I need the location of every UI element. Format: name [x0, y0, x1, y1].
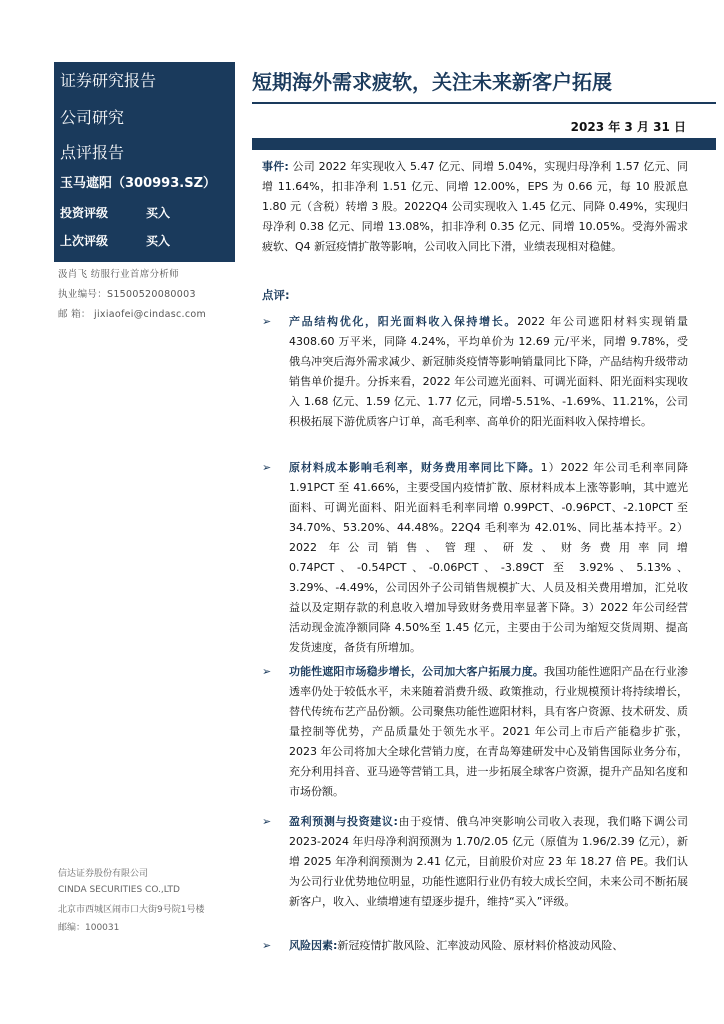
company-rating-panel: [54, 170, 235, 262]
subcategory-label: 点评报告: [54, 136, 235, 170]
bullet-heading: 功能性遮阳市场稳步增长，公司加大客户拓展力度。: [289, 665, 544, 678]
event-text: 公司 2022 年实现收入 5.47 亿元、同增 5.04%，实现归母净利 1.57 亿元、同增 11.64%，扣非净利 1.51 亿元、同增 12.00%，EPS 为 0.66 元，每 10 股派息 1.80 元（含税）转增 3 股。2022Q4 公司实现收入 1.45 亿元、同降 0.49%，实现归母净利 0.38 亿元、同增 13.08%，扣非净利 0.35 亿元、同增 10.05%。受海外需求疲软、Q4 新冠疫情扩散等影响，公司收入同比下滑，业绩表现相对稳健。: [262, 160, 688, 253]
report-date: 2023 年 3 月 31 日: [570, 120, 686, 134]
bullet-heading: 风险因素:: [289, 939, 338, 952]
review-bullet: [262, 936, 688, 956]
bullet-heading: 原材料成本影响毛利率，财务费用率同比下降。: [289, 461, 541, 474]
report-type-label: 证券研究报告: [54, 62, 235, 100]
rating-label: 投资评级: [60, 206, 109, 220]
title-divider: [252, 102, 716, 104]
bullet-heading: 产品结构优化，阳光面料收入保持增长。: [289, 315, 518, 328]
review-bullet: [262, 458, 688, 658]
arrow-bullet-icon: ➢: [262, 815, 272, 828]
arrow-bullet-icon: ➢: [262, 315, 272, 328]
arrow-bullet-icon: ➢: [262, 665, 272, 678]
analyst-license: 执业编号：S1500520080003: [58, 289, 196, 300]
bullet-text: 1）2022 年公司毛利率同降 1.91PCT 至 41.66%，主要受国内疫情扩散、原材料成本上涨等影响，其中遮光面料、可调光面料、阳光面料毛利率同增 0.99PCT、-0.96PCT、-2.10PCT 至 34.70%、53.20%、44.48%。22Q4 毛利率为 42.01%、同比基本持平。2）2022 年公司销售、管理、研发、财务费用率同增 0.74PCT、-0.54PCT、-0.06PCT、-3.89CT 至 3.92%、5.13%、3.29%、-4.49%，公司因外子公司销售规模扩大、人员及相关费用增加，汇兑收益以及定期存款的利息收入增加导致财务费用率显著下降。3）2022 年公司经营活动现金流净额同降 4.50%至 1.45 亿元，主要由于公司为缩短交货周期、提高发货速度，备货有所增加。: [289, 461, 688, 654]
bullet-text: 由于疫情、俄乌冲突影响公司收入表现，我们略下调公司 2023-2024 年归母净利润预测为 1.70/2.05 亿元（原值为 1.96/2.39 亿元），新增 2025 年净利润预测为 2.41 亿元，目前股价对应 23 年 18.27 倍 PE。我们认为公司行业优势地位明显，功能性遮阳行业仍有较大成长空间，未来公司不断拓展新客户，收入、业绩增速有望逐步提升，维持“买入”评级。: [289, 815, 688, 908]
review-bullet: [262, 662, 688, 802]
header-bar: [252, 138, 716, 150]
previous-rating-value: 买入: [146, 234, 171, 248]
sidebar: [0, 0, 235, 1024]
event-label: 事件:: [262, 160, 289, 173]
bullet-text: 2022 年公司遮阳材料实现销量 4308.60 万平米，同降 4.24%，平均单价为 12.69 元/平米，同增 9.78%，受俄乌冲突后海外需求减少、新冠肺炎疫情等影响销量同比下降，产品结构升级带动销售单价提升。分拆来看，2022 年公司遮光面料、可调光面料、阳光面料实现收入 1.68 亿元、1.59 亿元、1.77 亿元，同增-5.51%、-1.69%、11.21%，公司积极拓展下游优质客户订单，高毛利率、高单价的阳光面料收入保持增长。: [289, 315, 688, 428]
event-paragraph: [262, 157, 688, 257]
review-bullet: [262, 312, 688, 432]
rating-value: 买入: [146, 206, 171, 220]
review-bullet: [262, 812, 688, 912]
bullet-text: 新冠疫情扩散风险、汇率波动风险、原材料价格波动风险、: [337, 939, 624, 952]
analyst-name: 汲肖飞 纺服行业首席分析师: [58, 269, 179, 280]
category-label: 公司研究: [54, 100, 235, 136]
bullet-heading: 盈利预测与投资建议:: [289, 815, 398, 828]
review-heading: 点评:: [262, 288, 290, 302]
firm-name-en: CINDA SECURITIES CO.,LTD: [58, 885, 180, 895]
arrow-bullet-icon: ➢: [262, 939, 272, 952]
bullet-text: 我国功能性遮阳产品在行业渗透率仍处于较低水平，未来随着消费升级、政策推动，行业规模预计将持续增长，替代传统布艺产品份额。公司聚焦功能性遮阳材料，具有客户资源、技术研发、质量控制等优势，产品质量处于领先水平。2021 年公司上市后产能稳步扩张，2023 年公司将加大全球化营销力度，在青岛筹建研发中心及销售国际业务分布，充分利用抖音、亚马逊等营销工具，进一步拓展全球客户资源，提升产品知名度和市场份额。: [289, 665, 689, 798]
firm-name-cn: 信达证券股份有限公司: [58, 869, 149, 879]
previous-rating-label: 上次评级: [60, 234, 109, 248]
firm-address: 北京市西城区闹市口大街9号院1号楼: [58, 905, 205, 915]
analyst-email[interactable]: 邮 箱： jixiaofei@cindasc.com: [58, 309, 207, 320]
arrow-bullet-icon: ➢: [262, 461, 272, 474]
firm-postcode: 邮编：100031: [58, 923, 120, 933]
page-title: 短期海外需求疲软，关注未来新客户拓展: [252, 70, 612, 94]
company-name: 玉马遮阳（300993.SZ）: [60, 176, 217, 191]
